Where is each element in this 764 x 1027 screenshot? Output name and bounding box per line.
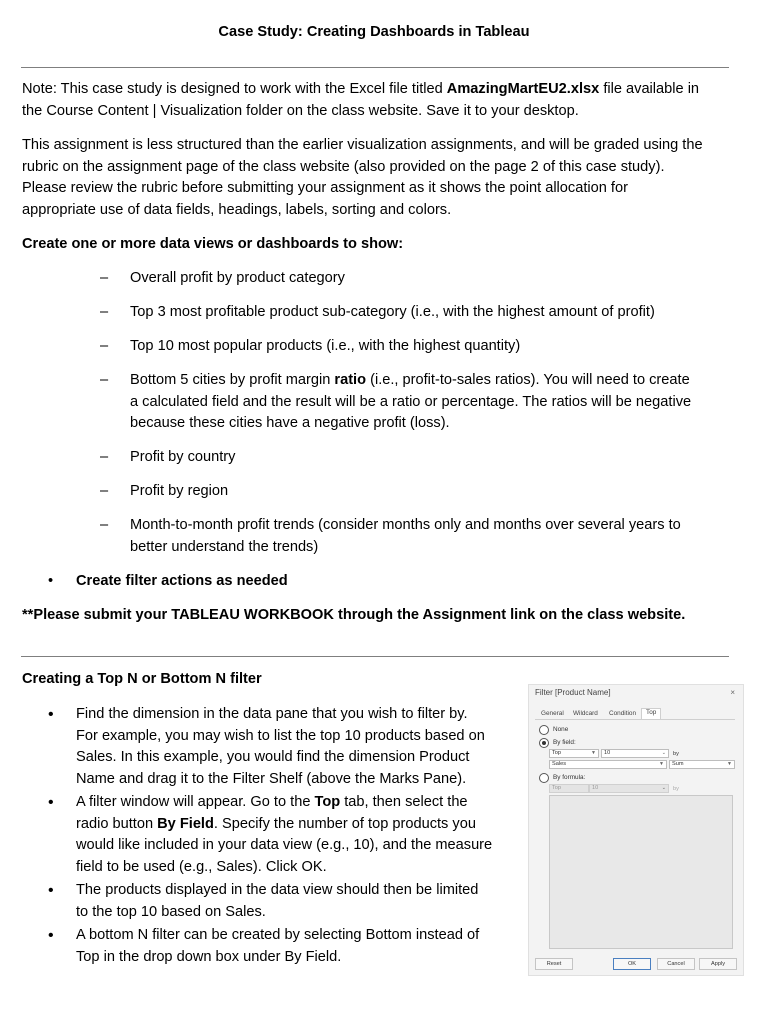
bullet-marker: • <box>48 794 54 811</box>
task-text <box>130 515 730 558</box>
filter-actions-text: Create filter actions as needed <box>76 573 288 589</box>
top-bottom-select[interactable] <box>549 749 599 758</box>
note-filename: AmazingMartEU2.xlsx <box>446 81 600 97</box>
bullet-marker: • <box>48 927 54 944</box>
assignment-line: Please review the rubric before submitting your assignment as it shows the point allocation for <box>22 180 628 196</box>
radio-by-formula-label: By formula: <box>553 774 586 781</box>
task-7-line-2: better understand the trends) <box>130 538 319 555</box>
bullet-marker: • <box>48 706 54 723</box>
assignment-line: appropriate use of data fields, headings, labels, sorting and colors. <box>22 201 452 218</box>
task-text: Top 3 most profitable product sub-category (i.e., with the highest amount of profit) <box>130 304 655 320</box>
formula-count-value: 10 <box>592 785 599 791</box>
step-fragment: radio button <box>76 815 158 832</box>
section-heading: Creating a Top N or Bottom N filter <box>22 671 262 687</box>
step-text <box>76 925 516 968</box>
dash-marker: – <box>100 372 109 388</box>
task-text: Profit by region <box>130 483 229 499</box>
task-text: Overall profit by product category <box>130 270 345 286</box>
aggregation-value: Sum <box>672 761 684 767</box>
tab-condition[interactable]: Condition <box>609 710 637 717</box>
note-suffix: file available in <box>599 81 700 97</box>
chevron-down-icon: ▼ <box>591 750 596 756</box>
measure-select[interactable] <box>549 760 667 769</box>
step-line: Find the dimension in the data pane that you wish to filter by. <box>76 706 468 722</box>
note-prefix: Note: This case study is designed to work with the Excel file titled <box>22 81 447 97</box>
step-line: For example, you may wish to list the top 10 products based on <box>76 727 485 744</box>
radio-none[interactable] <box>539 725 568 735</box>
top-bottom-value: Top <box>552 750 562 756</box>
task-4-line-2: a calculated field and the result will be a ratio or percentage. The ratios will be negative <box>130 393 692 410</box>
dash-marker: – <box>100 483 109 499</box>
page-title: Case Study: Creating Dashboards in Tableau <box>218 24 530 40</box>
submit-instruction: **Please submit your TABLEAU WORKBOOK through the Assignment link on the class website. <box>22 607 686 623</box>
step-fragment: . Specify the number of top products you <box>213 815 476 832</box>
radio-button[interactable] <box>539 725 549 735</box>
radio-button[interactable] <box>539 738 549 748</box>
dash-marker: – <box>100 338 109 354</box>
task-text <box>130 370 730 435</box>
ok-button[interactable]: OK <box>613 958 651 970</box>
formula-top-value: Top <box>552 785 562 791</box>
assignment-line: This assignment is less structured than the earlier visualization assignments, and will be graded using the <box>22 137 703 153</box>
step-text <box>76 704 516 790</box>
step-line: Top in the drop down box under By Field. <box>76 948 342 965</box>
formula-by-label: by <box>673 786 679 792</box>
task-text: Top 10 most popular products (i.e., with the highest quantity) <box>130 338 521 354</box>
create-heading: Create one or more data views or dashboards to show: <box>22 236 404 252</box>
step-fragment: tab, then select the <box>340 794 468 810</box>
task-4-line-3: because these cities have a negative profit (loss). <box>130 415 450 431</box>
dash-marker: – <box>100 304 109 320</box>
task-4-ratio: ratio <box>334 372 367 388</box>
chevron-down-icon: ⌄ <box>661 785 666 791</box>
dash-marker: – <box>100 517 109 533</box>
radio-none-label: None <box>553 726 569 733</box>
radio-by-field-label: By field: <box>553 739 576 746</box>
dialog-title: Filter [Product Name] <box>535 688 611 697</box>
step-line: would like included in your data view (e.g., 10), and the measure <box>76 837 493 853</box>
tab-general[interactable]: General <box>541 710 564 717</box>
reset-button[interactable]: Reset <box>535 958 573 970</box>
cancel-button[interactable]: Cancel <box>657 958 695 970</box>
apply-button[interactable]: Apply <box>699 958 737 970</box>
by-label: by <box>673 751 679 757</box>
step-line: field to be used (e.g., Sales). Click OK. <box>76 858 327 875</box>
task-text: Profit by country <box>130 449 236 465</box>
step-text <box>76 880 516 923</box>
by-field-reference: By Field <box>157 815 214 832</box>
dash-marker: – <box>100 270 109 286</box>
bullet-marker: • <box>48 573 54 589</box>
note-line-2: the Course Content | Visualization folder on the class website. Save it to your desktop. <box>22 102 579 119</box>
task-4-prefix: Bottom 5 cities by profit margin <box>130 372 335 388</box>
measure-value: Sales <box>552 761 566 767</box>
filter-dialog <box>528 684 744 976</box>
bullet-marker: • <box>48 882 54 899</box>
radio-button[interactable] <box>539 773 549 783</box>
step-fragment: A filter window will appear. Go to the <box>76 794 315 810</box>
step-line: to the top 10 based on Sales. <box>76 903 266 920</box>
chevron-down-icon: ▼ <box>659 761 664 767</box>
count-value: 10 <box>604 750 611 756</box>
chevron-down-icon: ⌄ <box>661 750 666 756</box>
tab-wildcard[interactable]: Wildcard <box>573 710 598 717</box>
step-text <box>76 792 516 878</box>
divider-top <box>21 67 729 68</box>
task-7-line-1: Month-to-month profit trends (consider months only and months over several years to <box>130 517 681 533</box>
top-tab-reference: Top <box>314 794 341 810</box>
divider-middle <box>21 656 729 657</box>
note-paragraph <box>22 79 734 122</box>
step-line: Sales. In this example, you would find the dimension Product <box>76 749 470 765</box>
chevron-down-icon: ▼ <box>727 761 732 767</box>
task-4-rest: (i.e., profit-to-sales ratios). You will need to create <box>366 372 690 388</box>
step-line: The products displayed in the data view should then be limited <box>76 882 479 898</box>
count-input[interactable] <box>601 749 669 758</box>
assignment-paragraph <box>22 135 734 221</box>
radio-by-formula[interactable] <box>539 773 585 783</box>
assignment-line: rubric on the assignment page of the class website (also provided on the page 2 of this case study). <box>22 158 665 175</box>
tab-top[interactable]: Top <box>641 708 661 719</box>
aggregation-select[interactable] <box>669 760 735 769</box>
step-line: A bottom N filter can be created by selecting Bottom instead of <box>76 927 480 943</box>
formula-count-input <box>589 784 669 793</box>
formula-top-select <box>549 784 589 793</box>
dialog-tab-bar <box>535 709 735 720</box>
step-line: Name and drag it to the Filter Shelf (above the Marks Pane). <box>76 770 467 787</box>
formula-area <box>549 795 733 949</box>
dash-marker: – <box>100 449 109 465</box>
radio-by-field[interactable] <box>539 738 576 748</box>
close-icon[interactable]: × <box>730 688 735 697</box>
